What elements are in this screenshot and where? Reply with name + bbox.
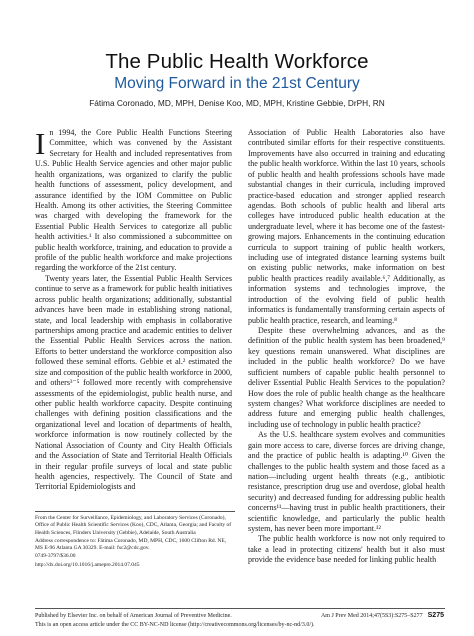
author-list: Fátima Coronado, MD, MPH, Denise Koo, MD, MPH, Kristine Gebbie, DrPH, RN: [89, 98, 385, 108]
footnote-divider: [35, 511, 235, 512]
journal-citation: Am J Prev Med 2014;47(5S3):S275–S277: [320, 613, 423, 619]
right-paragraph-1: Association of Public Health Laboratories also have contributed similar efforts for their respective constituents. Improvements have also occurred in training and educating the public health workforce. Within the last 10 years, schools of public health and health professions schools have made substantial changes in their curricula, including improved practice-based education and stronger applied research agendas. Both schools of public health and liberal arts colleges have introduced public health education at the undergraduate level, where it has become one of the fastest-growing majors. Enhancements in the continuing education curricula to support training of public health workers, including use of integrated distance learning systems built on existing public networks, make information on best public health practices readily available.⁶,⁷ Additionally, as information systems and technologies improve, the introduction of the evolving field of public health informatics is fundamentally transforming certain aspects of public health practice, research, and learning.⁸: [248, 128, 445, 325]
license-line[interactable]: This is an open access article under the CC BY-NC-ND license (http://creativecommons.org/licenses/by-nc-nd/3.0/).: [35, 621, 315, 628]
right-paragraph-3: As the U.S. healthcare system evolves and communities gain more access to care, diverse forces are driving change, and the practice of public health is adapting.¹⁰ Given the challenges to the public health system and those faced as a nation—including urgent health threats (e.g., antibiotic resistance, prescription drug use and overdose, global health security) and decreased funding for addressing public health concerns¹¹—having trust in public health practitioners, their scientific knowledge, and particularly the public health system, has never been more important.¹²: [248, 430, 445, 534]
publisher-line: Published by Elsevier Inc. on behalf of American Journal of Preventive Medicine.: [35, 613, 232, 619]
article-title: The Public Health Workforce: [105, 50, 369, 73]
correspondence-note: Address correspondence to: Fátima Coronado, MD, MPH, CDC, 1600 Clifton Rd. NE, MS E-96 Atlanta GA 30329. E-mail: fsc2@cdc.gov.: [35, 537, 227, 552]
article-subtitle: Moving Forward in the 21st Century: [114, 75, 360, 92]
doi-link[interactable]: http://dx.doi.org/10.1016/j.amepre.2014.07.045: [35, 561, 140, 568]
page-number: S275: [427, 612, 444, 619]
left-paragraph-2: Twenty years later, the Essential Public Health Services continue to serve as a framework for public health initiatives across public health organizations; additionally, substantial advances have been made in establishing strong national, state, and local leadership with emphasis in collaborative partnerships among practice and academic entities to deliver the Essential Public Health Services across the nation. Efforts to better understand the workforce composition also followed these seminal efforts. Gebbie et al.² estimated the size and composition of the public health workforce in 2000, and others³⁻⁵ followed more recently with comprehensive assessments of the epidemiologist, public health nurse, and other public health workforce capacity. Despite continuing challenges with defining position classifications and the organizational level and location of departments of health, workforce information is now routinely collected by the National Association of County and City Health Officials and the Association of State and Territorial Health Officials in their regular profile surveys of local and state public health agencies, respectively. The Council of State and Territorial Epidemiologists and: [35, 273, 232, 492]
right-paragraph-4: The public health workforce is now not only required to take a lead in protecting citizens' health but it also must provide the evidence base needed for linking public health: [248, 534, 445, 565]
footer-divider: [35, 608, 445, 609]
journal-reference: [321, 612, 444, 619]
footnotes: [35, 515, 235, 570]
left-paragraph-1-text: n 1994, the Core Public Health Functions Steering Committee, which was convened by the Assistant Secretary for Health and included representatives from U.S. Public Health Service agencies and other major public health organizations, was organized to clarify the public health functions of assessment, policy development, and assurance identified by the IOM Committee on Public Health. Among its other activities, the Steering Committee was charged with developing the framework for the Essential Public Health Services to categorize all public health activities.¹ It also commissioned a subcommittee on public health workforce, training, and education to provide a profile of the public health workforce and make projections regarding the workforce of the 21st century.: [35, 128, 232, 273]
right-column: [248, 128, 445, 633]
right-paragraph-2: Despite these overwhelming advances, and as the definition of the public health system has been broadened,⁹ key questions remain unanswered. What disciplines are included in the public health workforce? Do we have sufficient numbers of capable public health personnel to deliver Essential Public Health Services to the population? How does the role of public health change as the healthcare system changes? What workforce disciplines are needed to address future and emerging public health challenges, including use of technology in public health practice?: [248, 326, 445, 429]
left-column: [35, 128, 232, 503]
issn-note: 0749-3797/$36.00: [35, 553, 76, 560]
publisher-footer: [35, 612, 315, 629]
left-paragraph-1: [35, 128, 232, 274]
affiliation-note: From the Center for Surveillance, Epidemiology, and Laboratory Services (Coronado), Office of Public Health Scientific Services (Koo), CDC, Atlanta, Georgia; and Faculty of Health Sciences, Flinders University (Gebbie), Adelaide, South Australia: [35, 515, 232, 536]
drop-cap: I: [35, 128, 46, 161]
